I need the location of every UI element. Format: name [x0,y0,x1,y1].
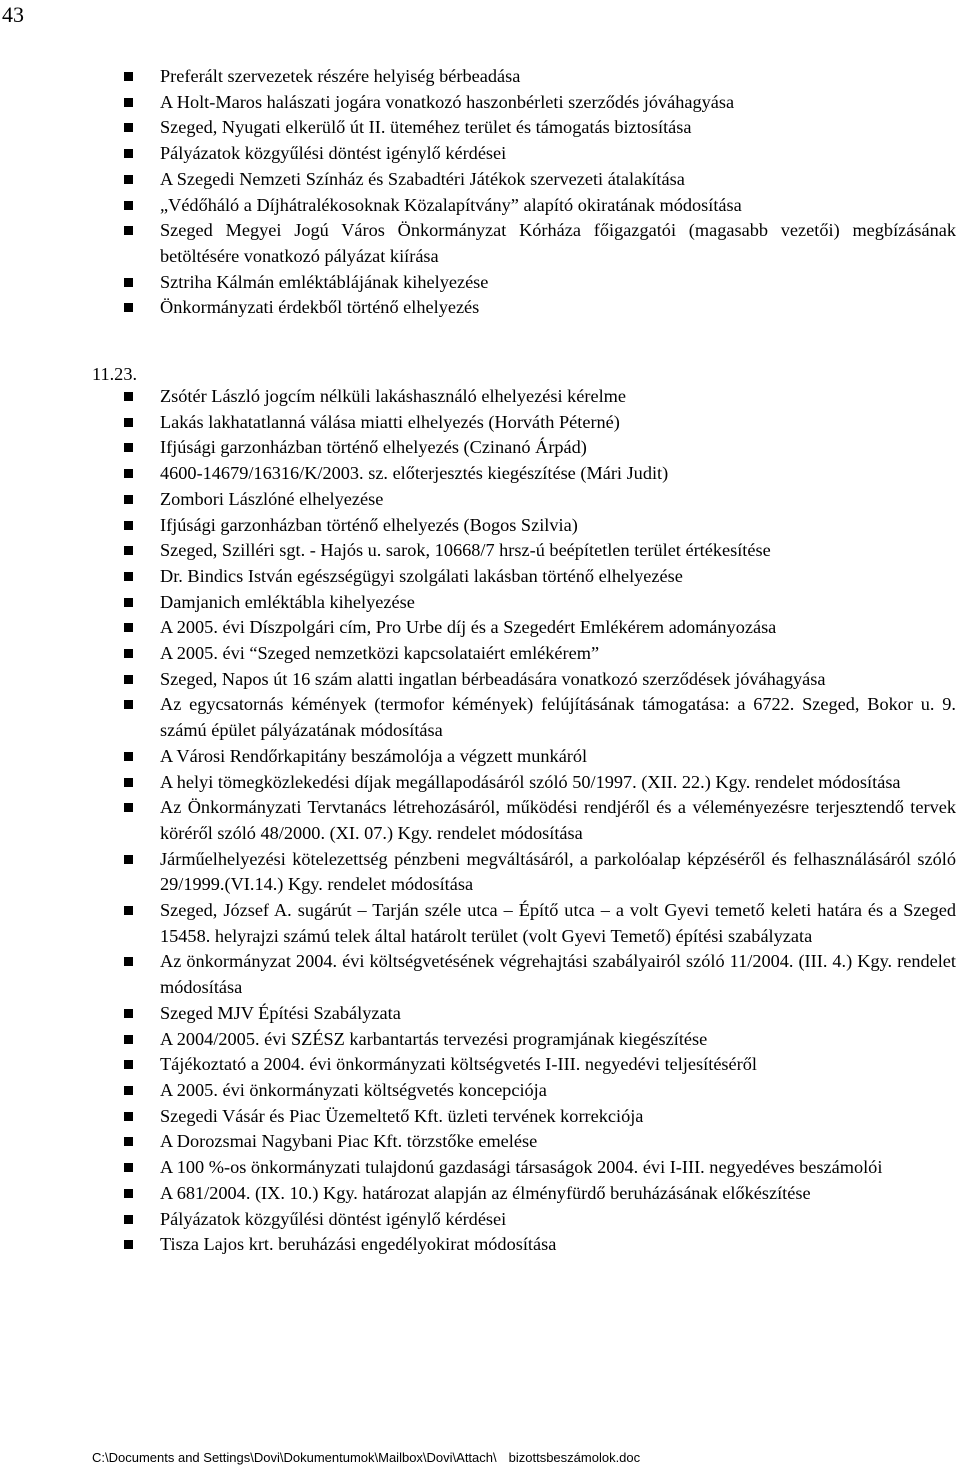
square-bullet-icon [124,278,133,287]
square-bullet-icon [124,1009,133,1018]
square-bullet-icon [124,521,133,530]
square-bullet-icon [124,546,133,555]
section-date-label: 11.23. [92,364,138,384]
square-bullet-icon [124,598,133,607]
square-bullet-icon [124,752,133,761]
list-item: A Holt-Maros halászati jogára vonatkozó haszonbérleti szerződés jóváhagyása [0,90,956,116]
list-item: A 2005. évi Díszpolgári cím, Pro Urbe díj és a Szegedért Emlékérem adományozása [0,615,956,641]
list-item: Preferált szervezetek részére helyiség bérbeadása [0,64,956,90]
list-item: Szegedi Vásár és Piac Üzemeltető Kft. üzleti tervének korrekciója [0,1104,956,1130]
list-item: 4600-14679/16316/K/2003. sz. előterjesztés kiegészítése (Mári Judit) [0,461,956,487]
square-bullet-icon [124,201,133,210]
list-item: Szeged Megyei Jogú Város Önkormányzat Kórháza főigazgatói (magasabb vezetői) megbízásának betöltésére vonatkozó pályázat kiírása [0,218,956,269]
list-item: Szeged, Nyugati elkerülő út II. üteméhez terület és támogatás biztosítása [0,115,956,141]
square-bullet-icon [124,98,133,107]
square-bullet-icon [124,855,133,864]
list-item: Az egycsatornás kémények (termofor kémények) felújításának támogatása: a 6722. Szeged, Bokor u. 9. számú épület pályázatának módosítása [0,692,956,743]
agenda-list-1 [0,64,956,321]
square-bullet-icon [124,392,133,401]
page-footer [92,1450,640,1466]
square-bullet-icon [124,72,133,81]
list-item: Ifjúsági garzonházban történő elhelyezés (Czinanó Árpád) [0,435,956,461]
list-item: Ifjúsági garzonházban történő elhelyezés (Bogos Szilvia) [0,513,956,539]
square-bullet-icon [124,803,133,812]
square-bullet-icon [124,572,133,581]
list-item: A Szegedi Nemzeti Színház és Szabadtéri Játékok szervezeti átalakítása [0,167,956,193]
square-bullet-icon [124,495,133,504]
square-bullet-icon [124,1189,133,1198]
list-item: A helyi tömegközlekedési díjak megállapodásáról szóló 50/1997. (XII. 22.) Kgy. rendelet módosítása [0,770,956,796]
list-item: Dr. Bindics István egészségügyi szolgálati lakásban történő elhelyezése [0,564,956,590]
list-item: Damjanich emléktábla kihelyezése [0,590,956,616]
footer-path: C:\Documents and Settings\Dovi\Dokumentumok\Mailbox\Dovi\Attach\ [92,1450,497,1465]
list-item: A Városi Rendőrkapitány beszámolója a végzett munkáról [0,744,956,770]
list-item: Önkormányzati érdekből történő elhelyezés [0,295,956,321]
footer-filename: bizottsbeszámolok.doc [508,1450,641,1465]
list-item: Sztriha Kálmán emléktáblájának kihelyezése [0,270,956,296]
square-bullet-icon [124,1163,133,1172]
square-bullet-icon [124,149,133,158]
square-bullet-icon [124,778,133,787]
square-bullet-icon [124,418,133,427]
square-bullet-icon [124,226,133,235]
list-item: A Dorozsmai Nagybani Piac Kft. törzstőke emelése [0,1129,956,1155]
list-item: A 2004/2005. évi SZÉSZ karbantartás tervezési programjának kiegészítése [0,1027,956,1053]
list-item: Az Önkormányzati Tervtanács létrehozásáról, működési rendjéről és a véleményezésre terjesztendő tervek köréről szóló 48/2000. (XI. 07.) Kgy. rendelet módosítása [0,795,956,846]
list-item: Zsótér László jogcím nélküli lakáshasználó elhelyezési kérelme [0,384,956,410]
list-item: Pályázatok közgyűlési döntést igénylő kérdései [0,141,956,167]
square-bullet-icon [124,906,133,915]
square-bullet-icon [124,1060,133,1069]
square-bullet-icon [124,443,133,452]
square-bullet-icon [124,303,133,312]
list-item: Szeged, Napos út 16 szám alatti ingatlan bérbeadására vonatkozó szerződések jóváhagyása [0,667,956,693]
list-item: Tisza Lajos krt. beruházási engedélyokirat módosítása [0,1232,956,1258]
square-bullet-icon [124,649,133,658]
square-bullet-icon [124,175,133,184]
list-item: A 681/2004. (IX. 10.) Kgy. határozat alapján az élményfürdő beruházásának előkészítése [0,1181,956,1207]
list-item: A 100 %-os önkormányzati tulajdonú gazdasági társaságok 2004. évi I-III. negyedéves beszámolói [0,1155,956,1181]
square-bullet-icon [124,1035,133,1044]
list-item: Lakás lakhatatlanná válása miatti elhelyezés (Horváth Péterné) [0,410,956,436]
square-bullet-icon [124,623,133,632]
square-bullet-icon [124,700,133,709]
list-item: Szeged MJV Építési Szabályzata [0,1001,956,1027]
square-bullet-icon [124,957,133,966]
square-bullet-icon [124,1112,133,1121]
page-number: 43 [2,2,24,27]
list-item: „Védőháló a Díjhátralékosoknak Közalapítvány” alapító okiratának módosítása [0,193,956,219]
list-item: A 2005. évi “Szeged nemzetközi kapcsolataiért emlékérem” [0,641,956,667]
list-item: Szeged, József A. sugárút – Tarján széle utca – Építő utca – a volt Gyevi temető keleti határa és a Szeged 15458. helyrajzi számú telek által határolt terület (volt Gyevi Temető) építési szabályzata [0,898,956,949]
list-item: Az önkormányzat 2004. évi költségvetésének végrehajtási szabályairól szóló 11/2004. (III. 4.) Kgy. rendelet módosítása [0,949,956,1000]
square-bullet-icon [124,675,133,684]
square-bullet-icon [124,1086,133,1095]
list-item: Tájékoztató a 2004. évi önkormányzati költségvetés I-III. negyedévi teljesítéséről [0,1052,956,1078]
square-bullet-icon [124,123,133,132]
list-item: A 2005. évi önkormányzati költségvetés koncepciója [0,1078,956,1104]
square-bullet-icon [124,1137,133,1146]
square-bullet-icon [124,1240,133,1249]
list-item: Szeged, Szilléri sgt. - Hajós u. sarok, 10668/7 hrsz-ú beépítetlen terület értékesítése [0,538,956,564]
list-item: Zombori Lászlóné elhelyezése [0,487,956,513]
square-bullet-icon [124,469,133,478]
square-bullet-icon [124,1215,133,1224]
list-item: Pályázatok közgyűlési döntést igénylő kérdései [0,1207,956,1233]
list-item: Járműelhelyezési kötelezettség pénzbeni megváltásáról, a parkolóalap képzéséről és felhasználásáról szóló 29/1999.(VI.14.) Kgy. rendelet módosítása [0,847,956,898]
agenda-list-2 [0,384,956,1258]
